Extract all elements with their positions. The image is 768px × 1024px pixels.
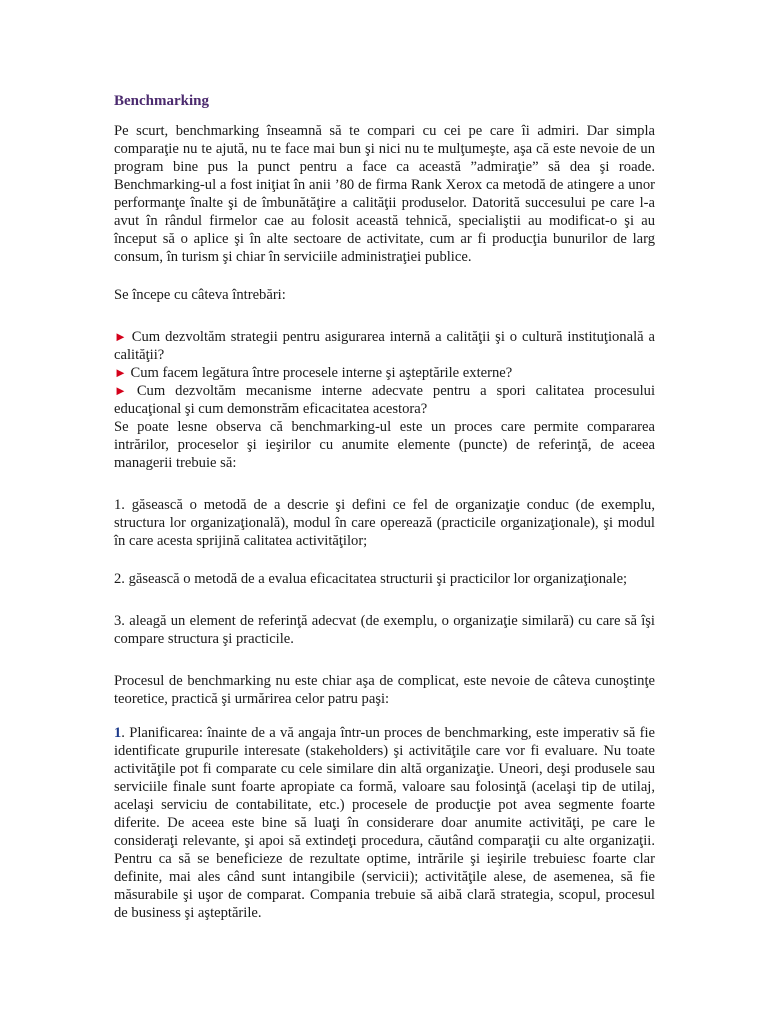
step-text: . Planificarea: înainte de a vă angaja într-un proces de benchmarking, este imperativ să fie identificate grupurile interesate (stakeholders) şi activităţile care vor fi evaluare. Nu toate activităţile pot fi comparate cu cele similare din altă organizaţie. Uneori, deşi produsele sau serviciile finale sunt foarte apropiate ca formă, valoare sau folosinţă (acelaşi tip de utilaj, acelaşi serviciu de contabilitate, etc.) procesele de producţie pot avea segmente foarte diferite. De aceea este bine să luaţi în considerare doar anumite activităţi, pe care le consideraţi relevante, şi apoi să extindeţi procedura, căutând comparaţii cu alte organizaţii. Pentru ca să se beneficieze de rezultate optime, intrările şi ieşirile trebuiesc foarte clar definite, mai ales când sunt intangibile (servicii); activităţile alese, de asemenea, să fie măsurabile şi uşor de comparat. Compania trebuie să aibă clară strategia, scopul, procesul de business şi aşteptările. [114,725,655,921]
bullet-arrow-icon: ► [114,365,127,380]
question-text: Cum dezvoltăm mecanisme interne adecvate pentru a spori calitatea procesului educaţional şi cum demonstrăm eficacitatea acestora? [114,383,655,417]
questions-intro: Se începe cu câteva întrebări: [114,287,286,303]
list-item: 3. aleagă un element de referinţă adecvat (de exemplu, o organizaţie similară) cu care să îşi compare structura şi practicile. [114,613,655,647]
list-item: 1. găsească o metodă de a descrie şi defini ce fel de organizaţie conduc (de exemplu, structura lor organizaţională), modul în care operează (practicile organizaţionale), şi modul în care acesta sprijină calitatea activităţilor; [114,497,655,549]
intro-paragraph: Pe scurt, benchmarking înseamnă să te compari cu cei pe care îi admiri. Dar simpla comparaţie nu te ajută, nu te face mai bun şi nici nu te mulţumeşte, aşa că este nevoie de un program bine pus la punct pentru a face ca această ”admiraţie” să dea şi roade. Benchmarking-ul a fost iniţiat în anii ’80 de firma Rank Xerox ca metodă de atingere a unor performanţe înalte şi de îmbunătăţire a calităţii produselor. Datorită succesului pe care l-a avut în rândul firmelor cae au folosit această tehnică, specialiştii au modificat-o şi au început să o aplice şi în alte sectoare de activitate, cum ar fi producţia bunurilor de larg consum, în turism şi chiar în serviciile administraţiei publice. [114,123,655,265]
process-intro: Procesul de benchmarking nu este chiar aşa de complicat, este nevoie de câteva cunoştinţe teoretice, practică şi urmărirea celor patru paşi: [114,673,655,707]
question-text: Cum facem legătura între procesele interne şi aşteptările externe? [130,365,513,381]
document-title: Benchmarking [114,93,210,109]
list-item: 2. găsească o metodă de a evalua eficacitatea structurii şi practicilor lor organizaţionale; [114,571,628,587]
question-text: Cum dezvoltăm strategii pentru asigurarea internă a calităţii şi o cultură instituţională a calităţii? [114,329,655,363]
observation-paragraph: Se poate lesne observa că benchmarking-ul este un proces care permite compararea intrărilor, proceselor şi ieşirilor cu anumite elemente (puncte) de referinţă, de aceea managerii trebuie să: [114,419,655,471]
question-item [114,364,655,382]
bullet-arrow-icon: ► [114,383,127,398]
step-number: 1 [114,725,122,741]
question-item [114,382,655,418]
step-1-paragraph [114,724,655,922]
bullet-arrow-icon: ► [114,329,127,344]
document-body [114,92,655,922]
question-item [114,328,655,364]
